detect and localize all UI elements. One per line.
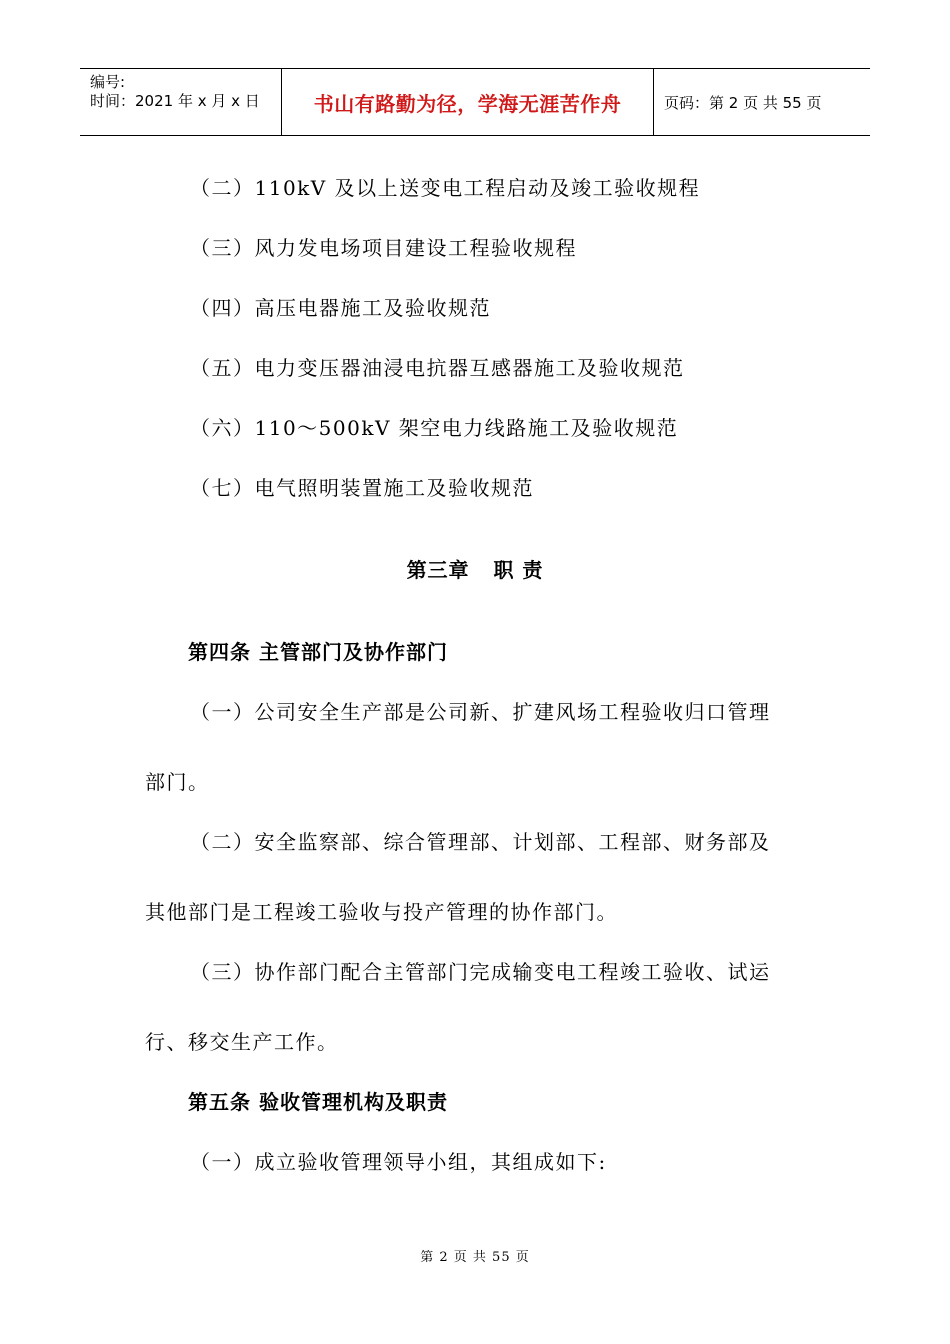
header-meta-cell [80,69,282,135]
document-number-label: 编号: [90,73,126,91]
header-page-info: 页码：第 2 页 共 55 页 [664,93,822,112]
regulation-item: （六）110～500kV 架空电力线路施工及验收规范 [190,416,679,440]
article-4-item-3-line-1: （三）协作部门配合主管部门完成输变电工程竣工验收、试运 [190,960,771,984]
regulation-item: （四）高压电器施工及验收规范 [190,296,491,320]
chapter-title: 第三章 职 责 [406,558,544,582]
regulation-item: （三）风力发电场项目建设工程验收规程 [190,236,577,260]
regulation-item: （七）电气照明装置施工及验收规范 [190,476,534,500]
header-motto: 书山有路勤为径，学海无涯苦作舟 [282,69,654,135]
article-4-title: 第四条 主管部门及协作部门 [188,640,448,664]
regulation-item: （二）110kV 及以上送变电工程启动及竣工验收规程 [190,176,701,200]
article-4-item-3-line-2: 行、移交生产工作。 [145,1030,339,1054]
document-date-label: 时间：2021 年 x 月 x 日 [90,92,260,110]
article-4-item-2-line-2: 其他部门是工程竣工验收与投产管理的协作部门。 [145,900,618,924]
article-4-item-1-line-2: 部门。 [145,770,210,794]
regulation-item: （五）电力变压器油浸电抗器互感器施工及验收规范 [190,356,685,380]
article-5-title: 第五条 验收管理机构及职责 [188,1090,448,1114]
article-4-item-1-line-1: （一）公司安全生产部是公司新、扩建风场工程验收归口管理 [190,700,771,724]
article-4-item-2-line-1: （二）安全监察部、综合管理部、计划部、工程部、财务部及 [190,830,771,854]
page-header [80,68,870,136]
article-5-item-1: （一）成立验收管理领导小组，其组成如下: [190,1150,607,1174]
page-footer: 第 2 页 共 55 页 [420,1250,530,1265]
